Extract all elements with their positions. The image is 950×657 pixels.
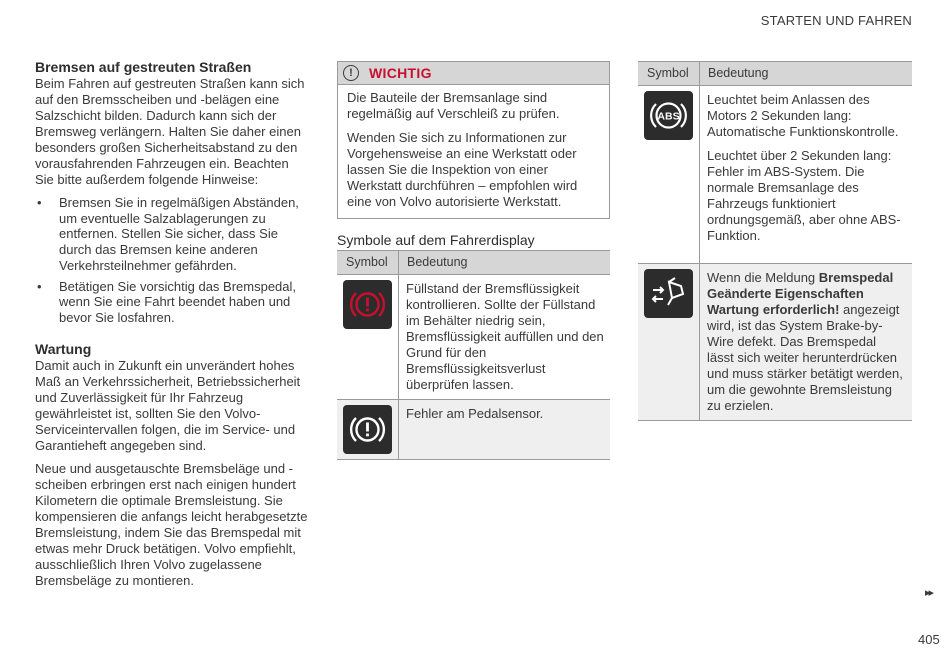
column-right <box>638 61 912 421</box>
brake-pedal-text: Wenn die Meldung Bremspedal Geänderte Eigenschaften Wartung erforderlich! angezeigt wird, ist das System Brake-by-Wire defekt. Das Bremspedal lässt sich weiter herunterdrücken und muss stärker betätigt werden, um die gewohnte Bremsleistung zu erzielen. <box>707 270 903 413</box>
heading-salted-roads: Bremsen auf gestreuten Straßen <box>35 59 252 75</box>
col-header-symbol: Symbol <box>638 62 700 86</box>
brake-warning-icon <box>343 280 392 329</box>
warning-title: WICHTIG <box>369 65 432 81</box>
brake-pedal-icon <box>644 269 693 318</box>
bullet-icon: • <box>37 278 42 294</box>
warning-text: Wenden Sie sich zu Informationen zur Vorgehensweise an eine Werkstatt oder lassen Sie die Inspektion von einer Werkstatt durchführen – empfohlen wird eine von Volvo autorisierte Werkstatt. <box>347 130 578 209</box>
table-header-row <box>638 62 912 86</box>
meaning-cell <box>700 86 913 264</box>
symbols-table-2 <box>638 61 912 421</box>
paragraph-maintenance: Damit auch in Zukunft ein unverändert hohes Maß an Verkehrssicherheit, Betriebssicherheit und Zuverlässigkeit für Ihr Fahrzeug gewährleistet ist, sollten Sie den Volvo-Serviceintervallen folgen, die im Service- und Garantieheft angegeben sind. <box>35 357 301 453</box>
paragraph-salted-roads: Beim Fahren auf gestreuten Straßen kann sich auf den Bremsscheiben und -belägen eine Salzschicht bilden. Dadurch kann sich der Bremsweg verlängern. Halten Sie daher einen besonders großen Sicherheitsabstand zu den vorausfahrenden Fahrzeugen ein. Beachten Sie bitte außerdem folgende Hinweise: <box>35 76 305 187</box>
table-row <box>638 86 912 264</box>
paragraph-brake-pads: Neue und ausgetauschte Bremsbeläge und -scheiben erbringen erst nach einigen hundert Kilometern die optimale Bremsleistung. Sie kompensieren die anfangs leicht herabgesetzte Bremsleistung, indem Sie das Bremspedal mit etwas mehr Druck betätigen. Volvo empfiehlt, ausschließlich Ihren Volvo zugelassene Bremsbeläge zu montieren. <box>35 460 308 588</box>
brake-warning-icon <box>343 405 392 454</box>
message-text: Bremspedal Geänderte Eigenschaften Wartung erforderlich! <box>707 270 894 317</box>
heading-maintenance: Wartung <box>35 340 92 357</box>
exclamation-circle-icon: ! <box>343 65 359 81</box>
bullet-icon: • <box>37 195 42 210</box>
table-row <box>337 400 610 460</box>
list-item: • Bremsen Sie in regelmäßigen Abständen, um eventuelle Salzablagerungen zu entfernen. Stellen Sie sicher, dass Sie durch das Bremsen keine anderen Verkehrsteilnehmer gefährden. <box>37 195 299 273</box>
column-left <box>35 59 310 589</box>
abs-icon <box>644 91 693 140</box>
col-header-symbol: Symbol <box>337 251 399 275</box>
abs-text-2: Leuchtet über 2 Sekunden lang: Fehler im ABS-System. Die normale Bremsanlage des Fahrzeugs funktioniert ordnungsgemäß, aber ohne ABS-Funktion. <box>707 148 901 243</box>
symbols-title: Symbole auf dem Fahrerdisplay <box>337 232 535 248</box>
table-header-row <box>337 251 610 275</box>
warning-box <box>337 61 610 219</box>
table-row <box>337 275 610 400</box>
column-middle <box>337 61 610 460</box>
meaning-cell: Füllstand der Bremsflüssigkeit kontrollieren. Sollte der Füllstand im Behälter niedrig sein, Bremsflüssigkeit auffüllen und den Grund für den Bremsflüssigkeitsverlust überprüfen lassen. <box>399 275 611 400</box>
col-header-meaning: Bedeutung <box>399 251 611 275</box>
warning-body <box>338 85 609 218</box>
meaning-cell: Fehler am Pedalsensor. <box>399 400 611 460</box>
warning-header <box>338 62 609 85</box>
abs-text-1: Leuchtet beim Anlassen des Motors 2 Sekunden lang: Automatische Funktionskontrolle. <box>707 92 899 139</box>
warning-text: Die Bauteile der Bremsanlage sind regelmäßig auf Verschleiß zu prüfen. <box>347 90 560 121</box>
list-item: • Betätigen Sie vorsichtig das Bremspedal, wenn Sie eine Fahrt beendet haben und bevor Sie losfahren. <box>37 278 297 325</box>
hint-list <box>35 195 310 326</box>
meaning-cell <box>700 264 913 421</box>
section-header: STARTEN UND FAHREN <box>760 13 912 28</box>
next-page-icon[interactable]: ▸▸ <box>925 587 933 599</box>
col-header-meaning: Bedeutung <box>700 62 913 86</box>
page-number: 405 <box>918 632 940 647</box>
svg-text:ABS: ABS <box>657 110 680 123</box>
symbols-table <box>337 250 610 460</box>
table-row <box>638 264 912 421</box>
